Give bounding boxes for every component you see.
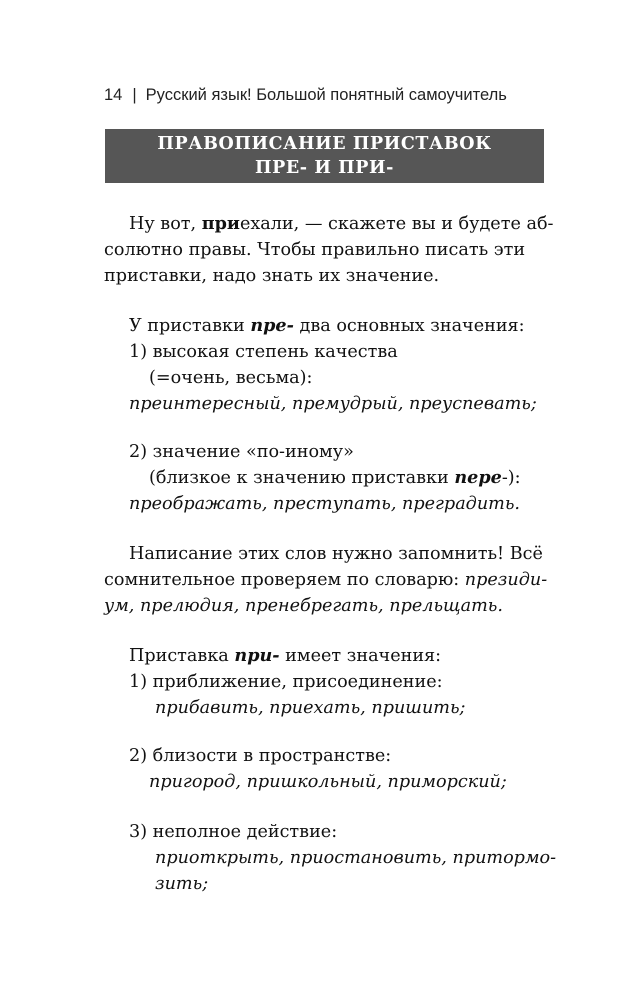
intro-text: ехали, — скажете вы и будете аб- <box>239 214 554 234</box>
pri-intro-text: Приставка <box>129 646 235 666</box>
pri-meaning-2-examples: пригород, пришкольный, приморский; <box>149 772 507 792</box>
intro-line-2: солютно правы. Чтобы правильно писать эти <box>104 240 526 260</box>
pri-meaning-3-title: 3) неполное действие: <box>129 822 338 842</box>
page-number: 14 <box>104 86 123 104</box>
intro-line-3: приставки, надо знать их значение. <box>104 266 440 286</box>
pre-prefix-highlight: пре- <box>250 315 294 336</box>
memorize-line-2 <box>104 568 547 592</box>
intro-text: Ну вот, <box>129 214 202 234</box>
memorize-line-1: Написание этих слов нужно запомнить! Всё <box>129 544 543 564</box>
running-head-separator: | <box>132 86 137 104</box>
pri-intro <box>129 644 441 668</box>
section-title-banner <box>105 129 544 183</box>
pre-meaning-2-note <box>149 466 521 490</box>
pri-meaning-1-title: 1) приближение, присоединение: <box>129 672 443 692</box>
pre-meaning-2-title: 2) значение «по-иному» <box>129 442 354 462</box>
pere-prefix-highlight: пере <box>454 467 502 488</box>
memorize-text: сомнительное проверяем по словарю: <box>104 570 465 590</box>
pre-meaning-1-title: 1) высокая степень качества <box>129 342 398 362</box>
pri-meaning-2-title: 2) близости в пространстве: <box>129 746 392 766</box>
intro-line-1 <box>129 212 553 236</box>
pre-meaning-1-examples: преинтересный, премудрый, преуспевать; <box>129 394 537 414</box>
memorize-line-3: ум, прелюдия, пренебрегать, прельщать. <box>104 596 503 616</box>
intro-bold-prefix: при <box>201 213 240 234</box>
pri-prefix-highlight: при- <box>234 645 280 666</box>
pri-intro-text: имеет значения: <box>279 646 442 666</box>
memorize-example-word: президи- <box>464 570 548 590</box>
pri-meaning-3-examples-line-1: приоткрыть, приостановить, притормо- <box>155 848 557 868</box>
book-title: Русский язык! Большой понятный самоучитель <box>145 86 507 104</box>
pre-intro <box>129 314 525 338</box>
pre-meaning-2-examples: преображать, преступать, преградить. <box>129 494 521 514</box>
section-title-line-2: ПРЕ- И ПРИ- <box>254 158 395 178</box>
pri-meaning-1-examples: прибавить, приехать, пришить; <box>155 698 466 718</box>
running-head <box>104 86 544 105</box>
pre-note-text: -): <box>501 468 521 488</box>
pre-meaning-1-note: (=очень, весьма): <box>149 368 313 388</box>
pre-note-text: (близкое к значению приставки <box>149 468 455 488</box>
section-title-line-1: ПРАВОПИСАНИЕ ПРИСТАВОК <box>157 134 492 154</box>
pre-intro-text: У приставки <box>129 316 251 336</box>
pre-intro-text: два основных значения: <box>293 316 525 336</box>
pri-meaning-3-examples-line-2: зить; <box>155 874 209 894</box>
